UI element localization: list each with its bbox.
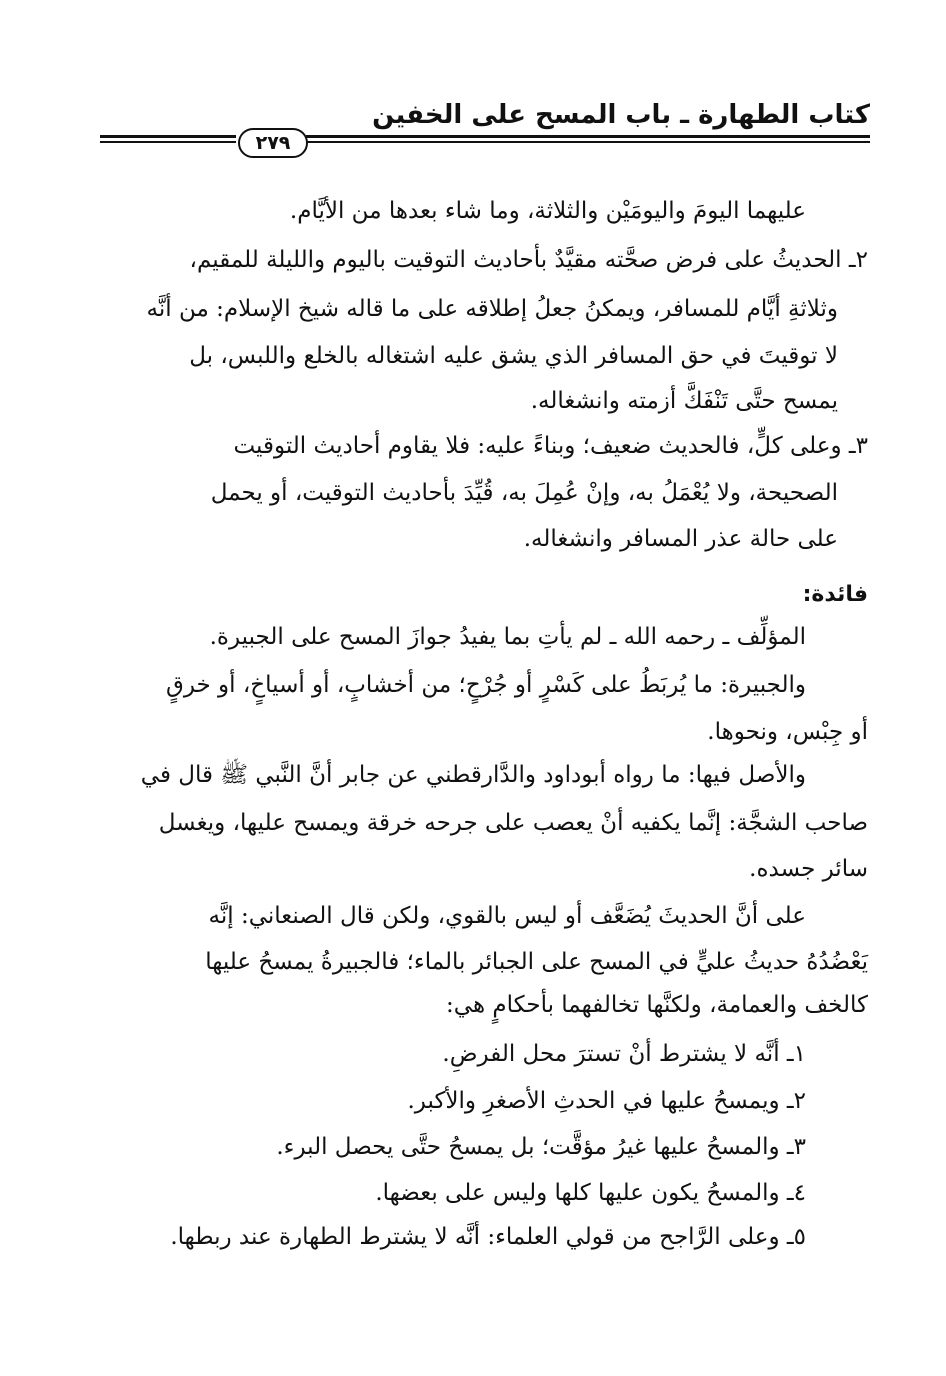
list-item-3: ٣ـ والمسحُ عليها غيرُ مؤقَّت؛ بل يمسحُ حتَّى يحصل البرء. <box>276 1134 806 1160</box>
list-item-2: ٢ـ الحديثُ على فرض صحَّته مقيَّدٌ بأحاديث التوقيت باليوم والليلة للمقيم، <box>189 247 868 273</box>
text-line: يمسح حتَّى تَنْفَكَّ أزمته وانشغاله. <box>530 388 838 414</box>
text-line: على أنَّ الحديثَ يُضَعَّف أو ليس بالقوي، ولكن قال الصنعاني: إنَّه <box>208 903 806 929</box>
text-line: الصحيحة، ولا يُعْمَلُ به، وإنْ عُمِلَ به، قُيِّدَ بأحاديث التوقيت، أو يحمل <box>210 480 838 506</box>
list-item-2: ٢ـ ويمسحُ عليها في الحدثِ الأصغرِ والأكبر. <box>407 1088 806 1114</box>
text-line: والأصل فيها: ما رواه أبوداود والدَّارقطني عن جابر أنَّ النَّبي ﷺ قال في <box>140 762 806 788</box>
text-line: عليهما اليومَ واليومَيْن والثلاثة، وما شاء بعدها من الأيَّام. <box>289 198 806 224</box>
list-item-3: ٣ـ وعلى كلٍّ، فالحديث ضعيف؛ وبناءً عليه: فلا يقاوم أحاديث التوقيت <box>233 433 868 459</box>
text-line: المؤلِّف ـ رحمه الله ـ لم يأتِ بما يفيدُ جوازَ المسح على الجبيرة. <box>209 624 806 650</box>
text-line: والجبيرة: ما يُربَطُ على كَسْرٍ أو جُرْحٍ؛ من أخشابٍ، أو أسياخٍ، أو خرقٍ <box>165 672 806 698</box>
running-title: كتاب الطهارة ـ باب المسح على الخفين <box>372 100 870 130</box>
list-item-4: ٤ـ والمسحُ يكون عليها كلها وليس على بعضها. <box>375 1180 806 1206</box>
header-rule-left-thin <box>100 141 236 143</box>
text-line: سائر جسده. <box>749 856 868 882</box>
header-rule-right <box>306 135 870 138</box>
list-item-5: ٥ـ وعلى الرَّاجح من قولي العلماء: أنَّه لا يشترط الطهارة عند ربطها. <box>170 1224 806 1250</box>
page-number: ٢٧٩ <box>238 128 308 158</box>
text-line: صاحب الشجَّة: إنَّما يكفيه أنْ يعصب على جرحه خرقة ويمسح عليها، ويغسل <box>158 810 868 836</box>
header-rule-left <box>100 135 236 138</box>
text-line: وثلاثةِ أيَّام للمسافر، ويمكنُ جعلُ إطلاقه على ما قاله شيخ الإسلام: من أنَّه <box>146 296 838 322</box>
header-rule-right-thin <box>306 141 870 143</box>
text-line: يَعْضُدُهُ حديثُ عليٍّ في المسح على الجبائر بالماء؛ فالجبيرةُ يمسحُ عليها <box>205 949 868 975</box>
text-line: كالخف والعمامة، ولكنَّها تخالفهما بأحكامٍ هي: <box>446 992 868 1018</box>
list-item-1: ١ـ أنَّه لا يشترط أنْ تسترَ محل الفرضِ. <box>442 1041 806 1067</box>
section-heading: فائدة: <box>802 582 868 607</box>
text-line: على حالة عذر المسافر وانشغاله. <box>523 526 838 552</box>
text-line: لا توقيتَ في حق المسافر الذي يشق عليه اشتغاله بالخلع واللبس، بل <box>189 343 838 369</box>
text-line: أو جِبْس، ونحوها. <box>707 719 868 745</box>
